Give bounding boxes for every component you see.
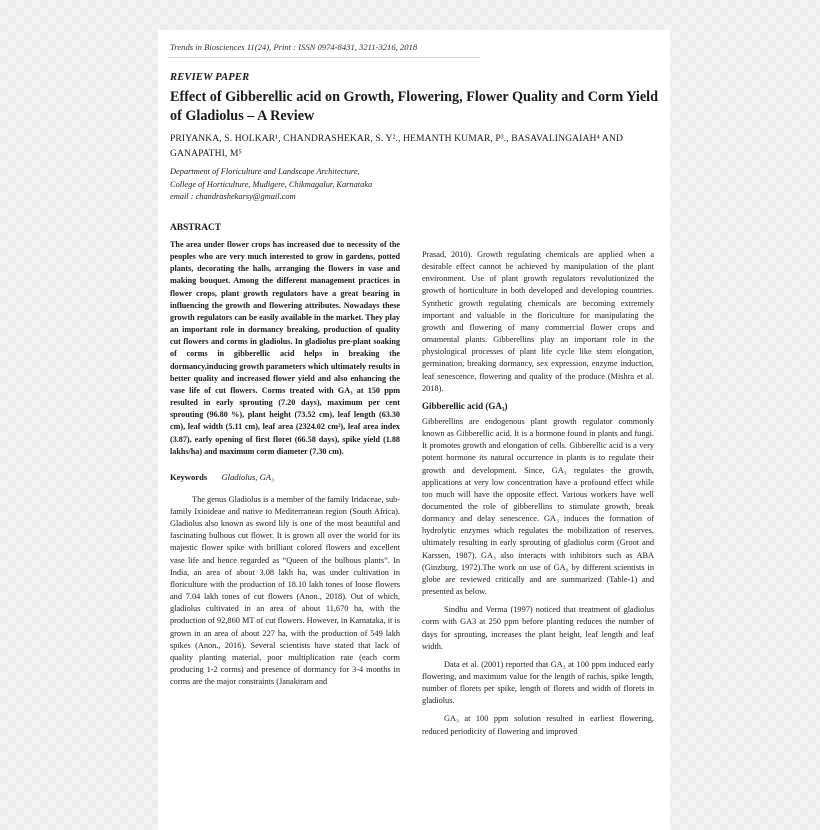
header-rule xyxy=(168,57,480,58)
affiliation-block xyxy=(170,166,470,204)
keywords-line xyxy=(170,472,400,482)
introduction-paragraph: The genus Gladiolus is a member of the family Iridaceae, sub-family Ixioideae and native to Mediterranean region (South Africa). Gladiolus also known as sword lily is one of the most beautiful and fascinating bulbous cut flower. It is grown all over the world for its majestic flower spike with brilliant colored flowers and excellent vase life and hence regarded as “Queen of the bulbous plants”. In India, an area of about 3.08 lakh ha, was under cultivation in floriculture with the production of 18.10 lakh tones of loose flowers and 7.04 lakh tones of cut flowers (Anon., 2018). Out of which, gladiolus cultivated in an area of about 11,670 ha, with the production of 92,860 MT of cut flowers. However, in Karnataka, it is grown in an area of about 227 ha, with the production of 549 lakh spikes (Anon., 2016). Several scientists have stated that lack of quality planting material, poor multiplication rate (each corm producing 1-2 corms) and presence of dormancy for 3-4 months in corms are the major constraints (Janakiram and xyxy=(170,494,400,687)
journal-citation: Trends in Biosciences 11(24), Print : ISSN 0974-8431, 3211-3216, 2018 xyxy=(170,42,418,52)
keywords-label: Keywords xyxy=(170,471,208,482)
body-paragraph: Gibberellins are endogenous plant growth regulator commonly known as Gibberellic acid. It is a hormone found in plants and fungi. It promotes growth and elongation of cells. Gibberellic acid is a very potent hormone its natural occurrence in plants is to regulate their growth and development. Since, GA₃ regulates the growth, applications at very low concentration have a profound effect while too much will have the opposite effect. Various workers have well documented the role of gibberellins to stimulate growth, break dormancy and delay senescence. GA₃ induces the formation of hydrolytic enzymes which regulates the mobilization of reserves, ultimately resulting in early sprouting of gladiolus corm (Groot and Karssen, 1987). GA₃ also interacts with inhibitors such as ABA (Ginzburg, 1972).The work on use of GA₃ by different scientists in globe are reviewed critically and are summarized (Table-1) and presented as below. xyxy=(422,416,654,597)
article-type-label: REVIEW PAPER xyxy=(170,72,250,83)
body-paragraph: GA₃ at 100 ppm solution resulted in earliest flowering, reduced periodicity of flowering and improved xyxy=(422,714,654,736)
body-paragraph: Data et al. (2001) reported that GA₃ at 100 ppm induced early flowering, and maximum value for the length of rachis, spike length, number of florets per spike, length of florets and width of florets in gladiolus. xyxy=(422,659,654,706)
body-paragraph: Sindhu and Verma (1997) noticed that treatment of gladiolus corm with GA3 at 250 ppm before planting reduces the number of days for sprouting, increases the plant height, leaf length and leaf width. xyxy=(422,605,654,651)
affiliation-email: email : chandrashekarsy@gmail.com xyxy=(170,192,296,201)
right-column xyxy=(422,249,654,744)
paper-page xyxy=(158,30,670,830)
section-heading-gibberellic-acid: Gibberellic acid (GA₃) xyxy=(422,400,508,411)
body-paragraph: Prasad, 2010). Growth regulating chemicals are applied when a desirable effect cannot be achieved by manipulation of the plant environment. Use of plant growth regulators revolutionized the growth of horticulture in both developed and developing countries. Synthetic growth regulating chemicals are becoming extremely important and valuable in the floriculture for manipulating the growth and flowering of many commercial flower crops and ornamental plants. Gibberellins play an important role in the physiological processes of plant life cycle like stem elongation, germination, breaking dormancy, sex expression, enzyme induction, leaf senescence, flowering and quality of the produce (Mishra et al. 2018). xyxy=(422,250,654,393)
article-title: Effect of Gibberellic acid on Growth, Flowering, Flower Quality and Corm Yield of Gladiolus – A Review xyxy=(170,89,658,124)
author-list: PRIYANKA, S. HOLKAR¹, CHANDRASHEKAR, S. Y²., HEMANTH KUMAR, P³., BASAVALINGAIAH⁴ AND GANAPATHI, M⁵ xyxy=(170,133,624,159)
abstract-heading: ABSTRACT xyxy=(170,223,222,233)
keywords-value: Gladiolus, GA₃ xyxy=(221,471,275,482)
abstract-text: The area under flower crops has increased due to necessity of the peoples who are very much interested to grow in gardens, potted plants, decorating the halls, arranging the flowers in vase and making bouquet. Among the different management practices in flower crops, plant growth regulators have a great bearing in influencing the growth and flowering attributes. Nowadays these growth regulators can be easily available in the market. They play an important role in dormancy breaking, production of quality cut flowers and corms in gladiolus. In gladiolus pre-plant soaking of corms in gibberellic acid helps in breaking the dormancy,inducing growth parameters which ultimately results in better quality and increased flower yield and also enhancing the vase life of cut flowers. Corms treated with GA₃ at 150 ppm resulted in early sprouting (7.20 days), maximum per cent sprouting (96.80 %), plant height (73.52 cm), leaf length (63.30 cm), leaf width (5.11 cm), leaf area (2324.02 cm²), leaf area index (3.87), early opening of first floret (66.58 days), spike yield (1.88 lakhs/ha) and maximum corm diameter (7.30 cm). xyxy=(170,240,400,456)
affiliation-college: College of Horticulture, Mudigere, Chikmagalur, Karnataka xyxy=(170,179,373,189)
affiliation-department: Department of Floriculture and Landscape Architecture, xyxy=(170,167,360,176)
left-column xyxy=(170,223,400,688)
